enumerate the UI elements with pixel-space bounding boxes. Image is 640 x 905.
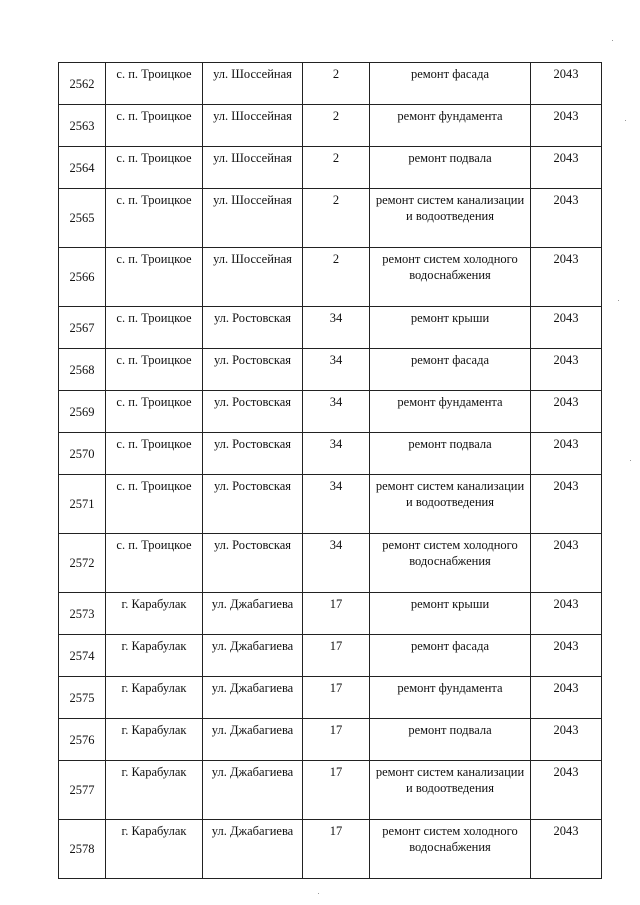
work-type-cell: ремонт систем холодного водоснабжения xyxy=(370,534,531,593)
work-type-cell: ремонт систем холодного водоснабжения xyxy=(370,248,531,307)
street-cell: ул. Джабагиева xyxy=(203,719,303,761)
street-cell: ул. Джабагиева xyxy=(203,677,303,719)
scan-speck xyxy=(630,460,631,461)
year-cell: 2043 xyxy=(531,63,602,105)
work-type-cell: ремонт фасада xyxy=(370,349,531,391)
row-number-cell: 2562 xyxy=(59,63,106,105)
table-row xyxy=(59,349,602,391)
table-row xyxy=(59,820,602,879)
house-number-cell: 17 xyxy=(303,761,370,820)
table-row xyxy=(59,534,602,593)
row-number-cell: 2569 xyxy=(59,391,106,433)
house-number-cell: 17 xyxy=(303,635,370,677)
table-row xyxy=(59,147,602,189)
house-number-cell: 34 xyxy=(303,307,370,349)
year-cell: 2043 xyxy=(531,147,602,189)
table-row xyxy=(59,635,602,677)
year-cell: 2043 xyxy=(531,475,602,534)
locality-cell: г. Карабулак xyxy=(106,593,203,635)
house-number-cell: 2 xyxy=(303,248,370,307)
locality-cell: с. п. Троицкое xyxy=(106,63,203,105)
locality-cell: с. п. Троицкое xyxy=(106,433,203,475)
house-number-cell: 2 xyxy=(303,105,370,147)
house-number-cell: 2 xyxy=(303,63,370,105)
year-cell: 2043 xyxy=(531,189,602,248)
locality-cell: с. п. Троицкое xyxy=(106,189,203,248)
street-cell: ул. Ростовская xyxy=(203,475,303,534)
table-row xyxy=(59,391,602,433)
street-cell: ул. Ростовская xyxy=(203,349,303,391)
row-number-cell: 2575 xyxy=(59,677,106,719)
house-number-cell: 34 xyxy=(303,433,370,475)
street-cell: ул. Шоссейная xyxy=(203,248,303,307)
row-number-cell: 2578 xyxy=(59,820,106,879)
table-row xyxy=(59,677,602,719)
house-number-cell: 34 xyxy=(303,391,370,433)
year-cell: 2043 xyxy=(531,820,602,879)
street-cell: ул. Шоссейная xyxy=(203,189,303,248)
work-type-cell: ремонт фундамента xyxy=(370,391,531,433)
locality-cell: г. Карабулак xyxy=(106,677,203,719)
year-cell: 2043 xyxy=(531,105,602,147)
work-type-cell: ремонт фасада xyxy=(370,63,531,105)
street-cell: ул. Шоссейная xyxy=(203,63,303,105)
year-cell: 2043 xyxy=(531,349,602,391)
table-row xyxy=(59,63,602,105)
house-number-cell: 17 xyxy=(303,593,370,635)
locality-cell: с. п. Троицкое xyxy=(106,307,203,349)
work-type-cell: ремонт фундамента xyxy=(370,105,531,147)
house-number-cell: 2 xyxy=(303,147,370,189)
locality-cell: г. Карабулак xyxy=(106,761,203,820)
row-number-cell: 2563 xyxy=(59,105,106,147)
row-number-cell: 2571 xyxy=(59,475,106,534)
street-cell: ул. Шоссейная xyxy=(203,147,303,189)
row-number-cell: 2566 xyxy=(59,248,106,307)
locality-cell: с. п. Троицкое xyxy=(106,349,203,391)
row-number-cell: 2565 xyxy=(59,189,106,248)
scan-speck xyxy=(618,300,619,301)
table-row xyxy=(59,189,602,248)
year-cell: 2043 xyxy=(531,534,602,593)
row-number-cell: 2573 xyxy=(59,593,106,635)
house-number-cell: 2 xyxy=(303,189,370,248)
table-row xyxy=(59,248,602,307)
street-cell: ул. Ростовская xyxy=(203,307,303,349)
street-cell: ул. Джабагиева xyxy=(203,761,303,820)
repair-schedule-table xyxy=(58,62,602,879)
street-cell: ул. Ростовская xyxy=(203,391,303,433)
locality-cell: с. п. Троицкое xyxy=(106,534,203,593)
locality-cell: г. Карабулак xyxy=(106,719,203,761)
work-type-cell: ремонт подвала xyxy=(370,147,531,189)
street-cell: ул. Джабагиева xyxy=(203,593,303,635)
street-cell: ул. Джабагиева xyxy=(203,635,303,677)
row-number-cell: 2577 xyxy=(59,761,106,820)
table-body xyxy=(59,63,602,879)
street-cell: ул. Ростовская xyxy=(203,433,303,475)
table-row xyxy=(59,475,602,534)
table-row xyxy=(59,761,602,820)
year-cell: 2043 xyxy=(531,391,602,433)
row-number-cell: 2570 xyxy=(59,433,106,475)
house-number-cell: 34 xyxy=(303,475,370,534)
work-type-cell: ремонт крыши xyxy=(370,593,531,635)
year-cell: 2043 xyxy=(531,593,602,635)
row-number-cell: 2576 xyxy=(59,719,106,761)
year-cell: 2043 xyxy=(531,248,602,307)
house-number-cell: 34 xyxy=(303,349,370,391)
work-type-cell: ремонт подвала xyxy=(370,719,531,761)
street-cell: ул. Джабагиева xyxy=(203,820,303,879)
work-type-cell: ремонт подвала xyxy=(370,433,531,475)
work-type-cell: ремонт систем канализации и водоотведения xyxy=(370,761,531,820)
locality-cell: с. п. Троицкое xyxy=(106,391,203,433)
work-type-cell: ремонт систем канализации и водоотведения xyxy=(370,475,531,534)
scan-speck xyxy=(318,893,319,894)
house-number-cell: 34 xyxy=(303,534,370,593)
year-cell: 2043 xyxy=(531,307,602,349)
table-row xyxy=(59,105,602,147)
street-cell: ул. Шоссейная xyxy=(203,105,303,147)
work-type-cell: ремонт систем холодного водоснабжения xyxy=(370,820,531,879)
year-cell: 2043 xyxy=(531,433,602,475)
work-type-cell: ремонт фундамента xyxy=(370,677,531,719)
locality-cell: с. п. Троицкое xyxy=(106,147,203,189)
street-cell: ул. Ростовская xyxy=(203,534,303,593)
table-row xyxy=(59,593,602,635)
house-number-cell: 17 xyxy=(303,719,370,761)
row-number-cell: 2574 xyxy=(59,635,106,677)
scan-speck xyxy=(612,40,613,41)
locality-cell: с. п. Троицкое xyxy=(106,105,203,147)
table-row xyxy=(59,719,602,761)
row-number-cell: 2568 xyxy=(59,349,106,391)
row-number-cell: 2572 xyxy=(59,534,106,593)
work-type-cell: ремонт систем канализации и водоотведения xyxy=(370,189,531,248)
house-number-cell: 17 xyxy=(303,820,370,879)
table-row xyxy=(59,433,602,475)
year-cell: 2043 xyxy=(531,677,602,719)
locality-cell: г. Карабулак xyxy=(106,820,203,879)
scan-speck xyxy=(625,120,626,121)
row-number-cell: 2567 xyxy=(59,307,106,349)
work-type-cell: ремонт фасада xyxy=(370,635,531,677)
work-type-cell: ремонт крыши xyxy=(370,307,531,349)
year-cell: 2043 xyxy=(531,719,602,761)
year-cell: 2043 xyxy=(531,635,602,677)
locality-cell: с. п. Троицкое xyxy=(106,475,203,534)
table-row xyxy=(59,307,602,349)
locality-cell: г. Карабулак xyxy=(106,635,203,677)
year-cell: 2043 xyxy=(531,761,602,820)
house-number-cell: 17 xyxy=(303,677,370,719)
locality-cell: с. п. Троицкое xyxy=(106,248,203,307)
row-number-cell: 2564 xyxy=(59,147,106,189)
